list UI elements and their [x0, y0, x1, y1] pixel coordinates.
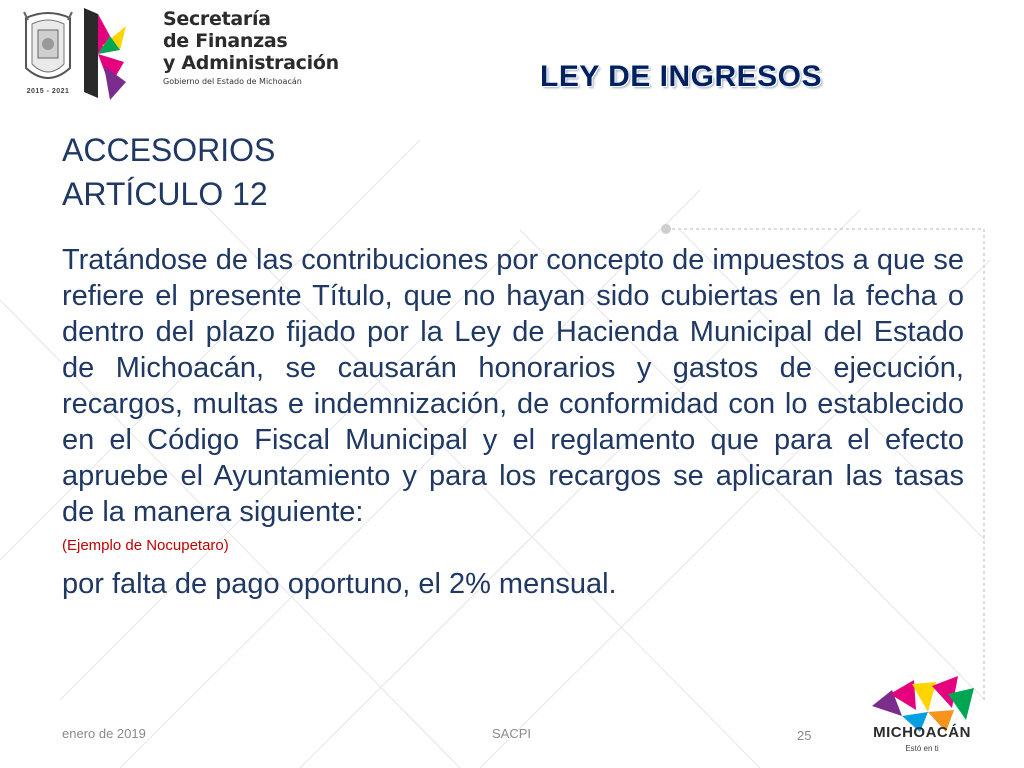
michoacan-tagline: Estó en ti — [905, 744, 939, 753]
michoacan-wordmark: MICHOACÁN — [873, 724, 971, 741]
gobierno-subtitle: Gobierno del Estado de Michoacán — [163, 77, 302, 86]
slide-title: LEY DE INGRESOS — [540, 60, 823, 93]
footer-center-text: SACPI — [492, 726, 532, 741]
footer-date: enero de 2019 — [62, 726, 146, 741]
secretaria-line-2: de Finanzas — [163, 30, 288, 52]
secretaria-line-1: Secretaría — [163, 8, 271, 30]
administration-years: 2015 - 2021 — [26, 88, 70, 95]
slide-content — [62, 128, 964, 602]
secretaria-line-3: y Administración — [163, 52, 339, 74]
brand-k-logo-icon — [80, 6, 130, 102]
state-seal-icon — [20, 8, 76, 98]
example-note: (Ejemplo de Nocupetaro) — [62, 537, 229, 554]
section-heading: ACCESORIOS — [62, 132, 276, 168]
rate-statement: por falta de pago oportuno, el 2% mensual. — [62, 568, 617, 600]
page-number: 25 — [797, 728, 812, 743]
secretaria-wordmark — [163, 8, 339, 86]
article-heading: ARTÍCULO 12 — [62, 176, 268, 212]
header — [0, 0, 1024, 110]
article-paragraph: Tratándose de las contribuciones por concepto de impuestos a que se refiere el presente Título, que no hayan sido cubiertas en la fecha o dentro del plazo fijado por la Ley de Hacienda Municipal del Estado de Michoacán, se causarán honorarios y gastos de ejecución, recargos, multas e indemnización, de conformidad con lo establecido en el Código Fiscal Municipal y el reglamento que para el efecto apruebe el Ayuntamiento y para los recargos se aplicaran las tasas de la manera siguiente: — [62, 244, 964, 528]
